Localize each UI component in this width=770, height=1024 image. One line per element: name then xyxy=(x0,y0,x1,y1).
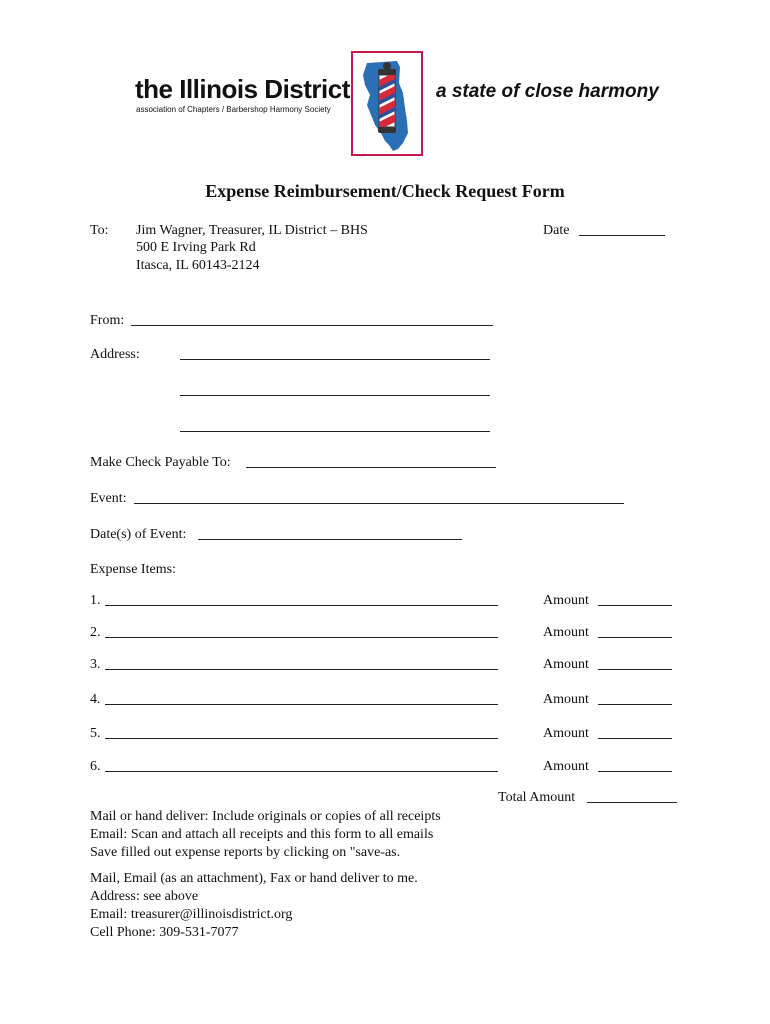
contact-phone: Cell Phone: 309-531-7077 xyxy=(90,925,239,940)
expense-item-number: 1. xyxy=(90,593,101,608)
event-field[interactable] xyxy=(134,503,624,504)
amount-label: Amount xyxy=(543,657,589,672)
expense-item-number: 3. xyxy=(90,657,101,672)
expense-item-number: 5. xyxy=(90,726,101,741)
amount-field[interactable] xyxy=(598,605,672,606)
district-logo xyxy=(351,51,423,156)
address-field-3[interactable] xyxy=(180,431,490,432)
amount-field[interactable] xyxy=(598,738,672,739)
date-field[interactable] xyxy=(579,235,665,236)
amount-field[interactable] xyxy=(598,771,672,772)
org-subtitle: association of Chapters / Barbershop Harmony Society xyxy=(136,105,331,114)
amount-field[interactable] xyxy=(598,704,672,705)
expense-item-number: 2. xyxy=(90,625,101,640)
amount-field[interactable] xyxy=(598,637,672,638)
amount-label: Amount xyxy=(543,625,589,640)
form-title: Expense Reimbursement/Check Request Form xyxy=(205,181,565,201)
to-line-2: 500 E Irving Park Rd xyxy=(136,240,256,255)
instruction-email: Email: Scan and attach all receipts and this form to all emails xyxy=(90,827,434,842)
contact-address: Address: see above xyxy=(90,889,199,904)
event-dates-label: Date(s) of Event: xyxy=(90,527,187,542)
expense-items-label: Expense Items: xyxy=(90,562,176,577)
expense-item-description-field[interactable] xyxy=(105,605,498,606)
org-name: the Illinois District xyxy=(135,74,350,104)
to-line-3: Itasca, IL 60143-2124 xyxy=(136,258,260,273)
total-amount-label: Total Amount xyxy=(498,790,576,805)
expense-item-number: 6. xyxy=(90,759,101,774)
instruction-mail: Mail or hand deliver: Include originals or copies of all receipts xyxy=(90,809,441,824)
to-line-1: Jim Wagner, Treasurer, IL District – BHS xyxy=(136,223,368,238)
expense-item-description-field[interactable] xyxy=(105,637,498,638)
address-field-1[interactable] xyxy=(180,359,490,360)
event-dates-field[interactable] xyxy=(198,539,462,540)
event-label: Event: xyxy=(90,491,127,506)
payable-field[interactable] xyxy=(246,467,496,468)
tagline: a state of close harmony xyxy=(436,81,659,102)
amount-label: Amount xyxy=(543,726,589,741)
payable-label: Make Check Payable To: xyxy=(90,455,231,470)
address-label: Address: xyxy=(90,347,140,362)
instruction-save: Save filled out expense reports by clicking on "save-as. xyxy=(90,845,401,860)
contact-delivery: Mail, Email (as an attachment), Fax or hand deliver to me. xyxy=(90,871,418,886)
address-field-2[interactable] xyxy=(180,395,490,396)
amount-label: Amount xyxy=(543,692,589,707)
illinois-barber-pole-icon xyxy=(353,53,421,154)
amount-field[interactable] xyxy=(598,669,672,670)
expense-item-description-field[interactable] xyxy=(105,704,498,705)
expense-item-description-field[interactable] xyxy=(105,669,498,670)
amount-label: Amount xyxy=(543,759,589,774)
expense-item-number: 4. xyxy=(90,692,101,707)
to-label: To: xyxy=(90,223,109,238)
from-label: From: xyxy=(90,313,125,328)
expense-item-description-field[interactable] xyxy=(105,738,498,739)
total-amount-field[interactable] xyxy=(587,802,677,803)
contact-email: Email: treasurer@illinoisdistrict.org xyxy=(90,907,293,922)
amount-label: Amount xyxy=(543,593,589,608)
from-field[interactable] xyxy=(131,325,493,326)
expense-item-description-field[interactable] xyxy=(105,771,498,772)
date-label: Date xyxy=(543,223,570,238)
